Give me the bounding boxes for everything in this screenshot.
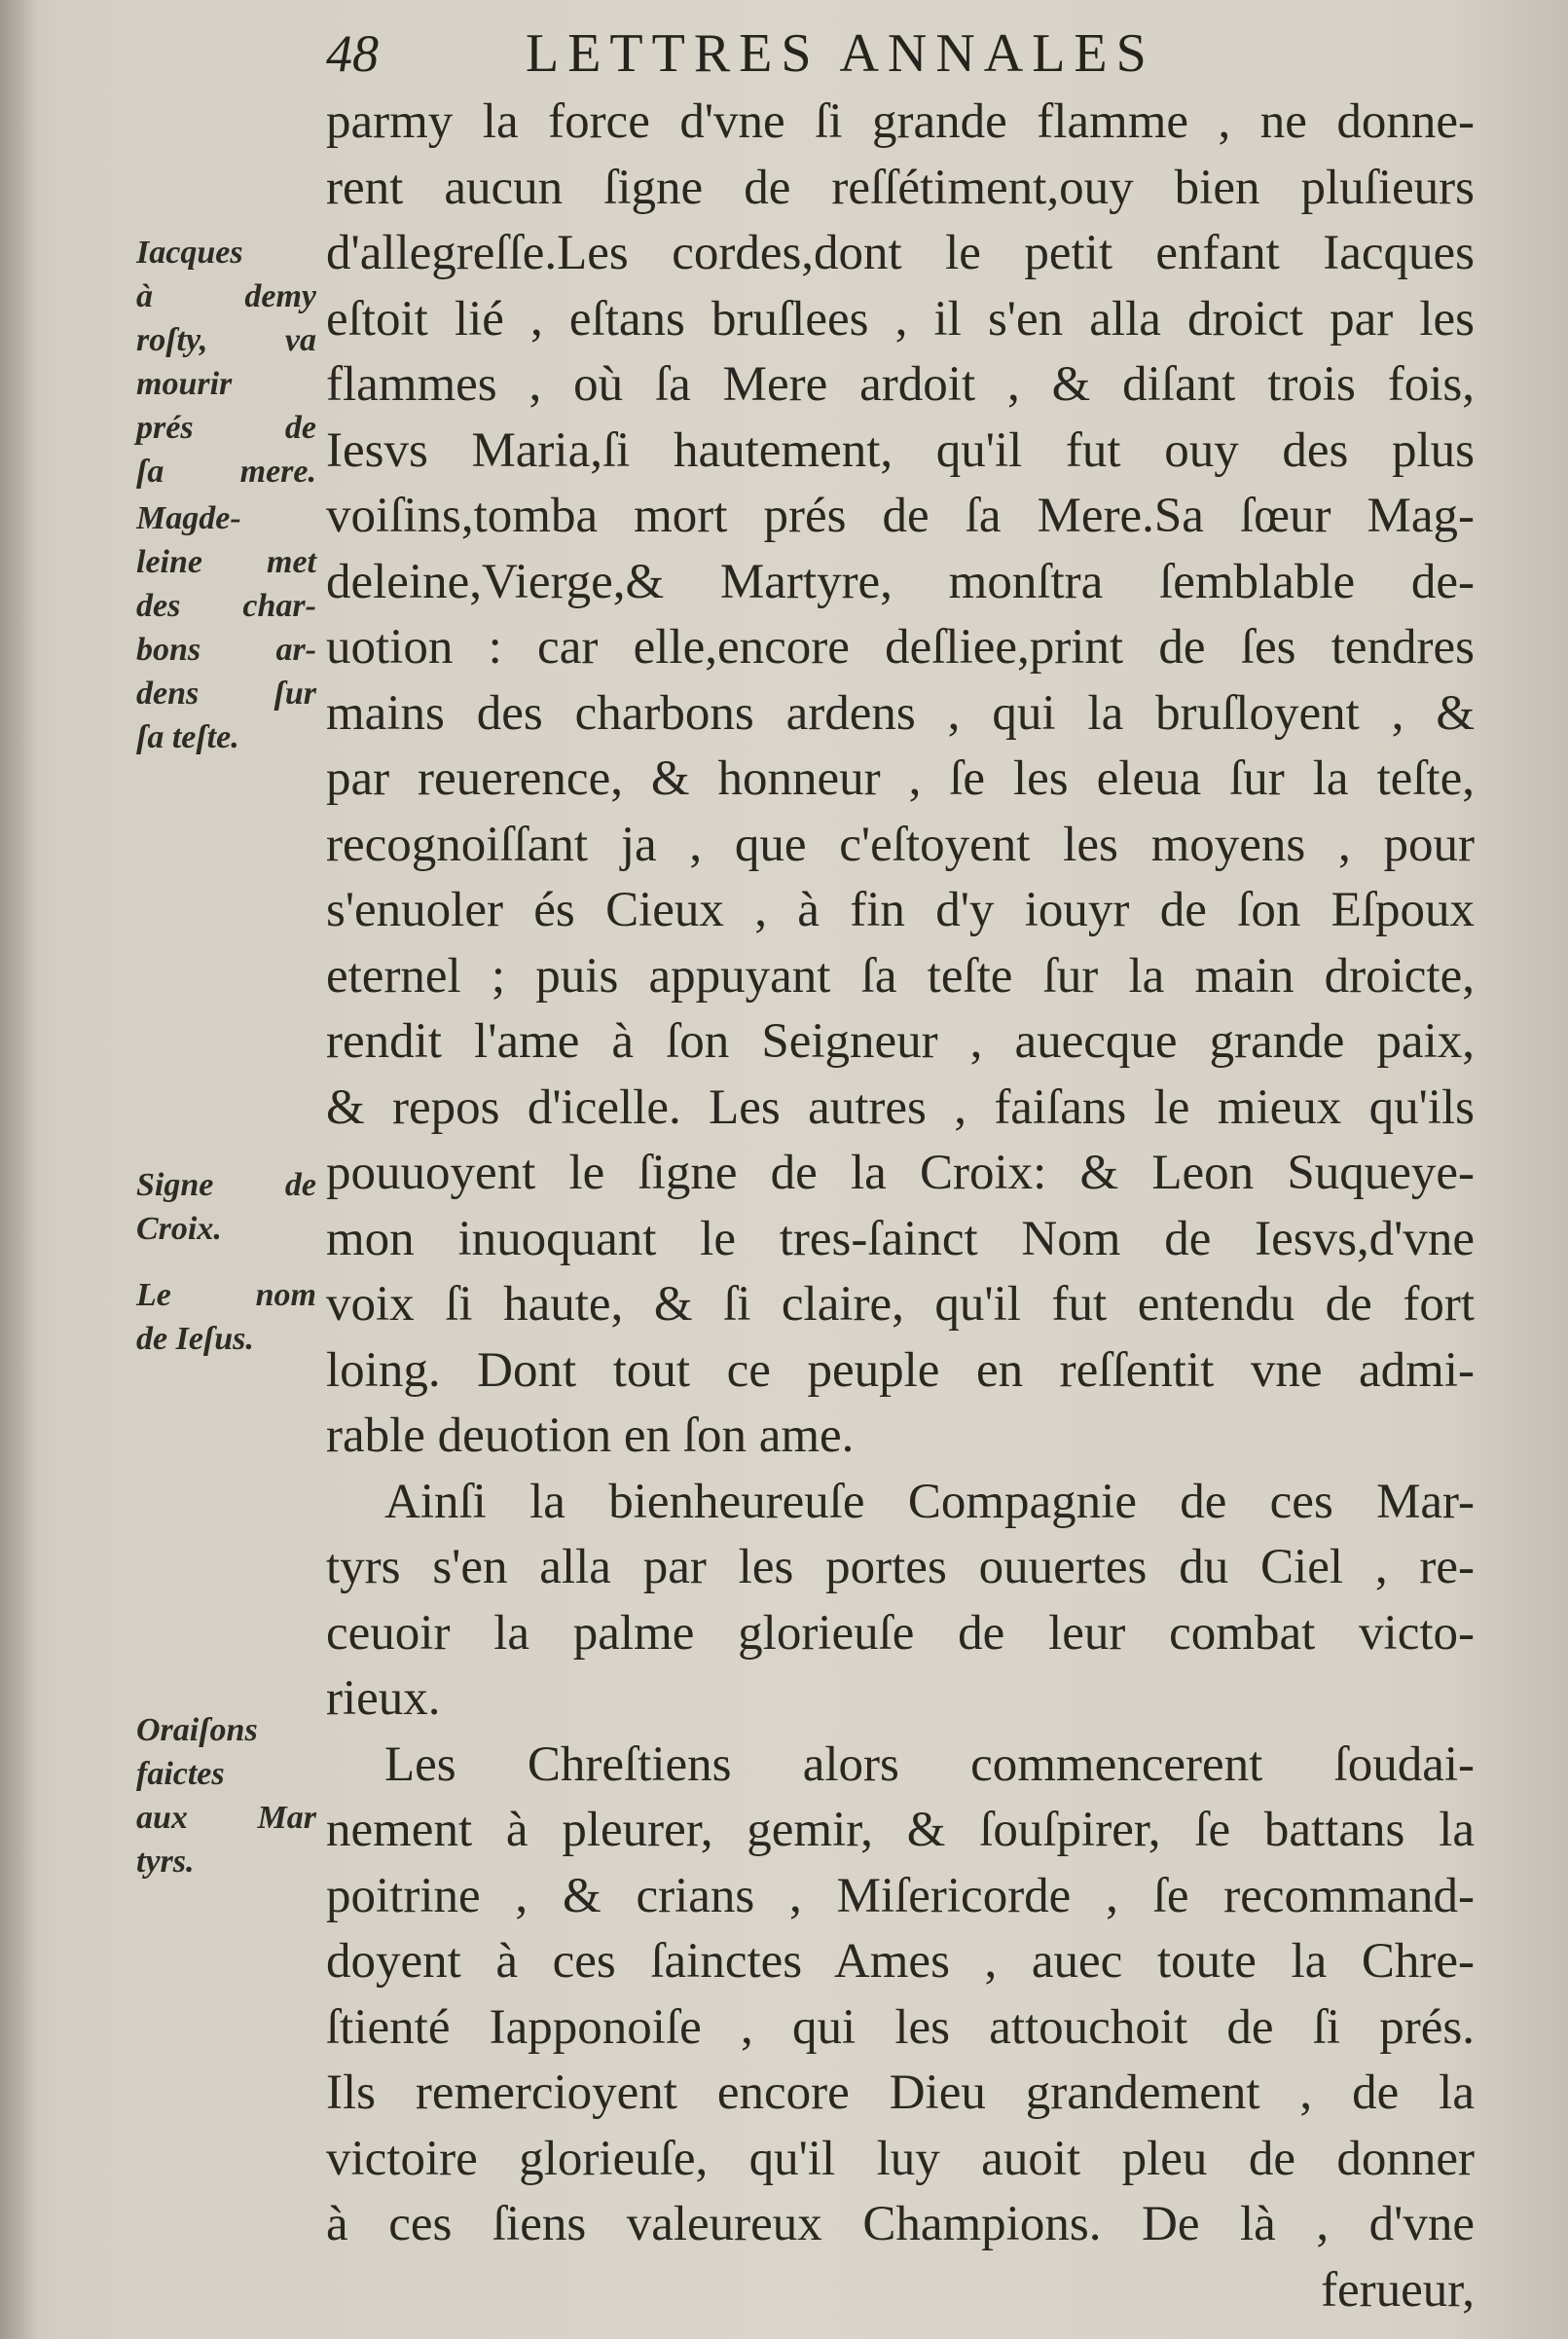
margin-note-line: ſa mere. bbox=[136, 454, 316, 490]
text-line: eternel ; puis appuyant ſa teſte ſur la main droicte, bbox=[326, 948, 1475, 1004]
margin-note-oraisons bbox=[136, 1708, 316, 1883]
text-line: pouuoyent le ſigne de la Croix: & Leon Suqueye- bbox=[326, 1146, 1475, 1200]
margin-note-line: bons ar- bbox=[136, 632, 316, 668]
text-line: d'allegreſſe.Les cordes,dont le petit enfant Iacques bbox=[326, 226, 1475, 280]
margin-note-line: dens ſur bbox=[136, 676, 316, 712]
text-line: rent aucun ſigne de reſſétiment,ouy bien pluſieurs bbox=[326, 160, 1475, 215]
margin-note-line: Signe de bbox=[136, 1167, 316, 1203]
text-line: s'enuoler és Cieux , à fin d'y iouyr de ſon Eſpoux bbox=[326, 883, 1475, 937]
margin-note-signe-de-croix bbox=[136, 1163, 316, 1251]
margin-note-line: leine met bbox=[136, 544, 316, 580]
text-line: nement à pleurer, gemir, & ſouſpirer, ſe battans la bbox=[326, 1803, 1475, 1857]
margin-note-line: ſa teſte. bbox=[136, 719, 239, 755]
text-line: voiſins,tomba mort prés de ſa Mere.Sa ſœur Mag- bbox=[326, 489, 1475, 543]
text-line: Ainſi la bienheureuſe Compagnie de ces Mar- bbox=[384, 1474, 1475, 1529]
text-line: ceuoir la palme glorieuſe de leur combat victo- bbox=[326, 1605, 1475, 1661]
running-head bbox=[326, 19, 1299, 88]
text-line: & repos d'icelle. Les autres , faiſans le mieux qu'ils bbox=[326, 1079, 1475, 1135]
margin-note-line: prés de bbox=[136, 410, 316, 446]
text-line: parmy la force d'vne ſi grande flamme , ne donne- bbox=[326, 94, 1475, 149]
text-line: mains des charbons ardens , qui la bruſloyent , & bbox=[326, 685, 1475, 741]
margin-note-line: aux Mar bbox=[136, 1800, 316, 1836]
text-line: rendit l'ame à ſon Seigneur , auecque grande paix, bbox=[326, 1014, 1475, 1069]
text-line: victoire glorieuſe, qu'il luy auoit pleu de donner bbox=[326, 2131, 1475, 2186]
text-line: ſtienté Iapponoiſe , qui les attouchoit de ſi prés. bbox=[326, 1999, 1475, 2055]
text-line: eſtoit lié , eſtans bruſlees , il s'en alla droict par les bbox=[326, 291, 1475, 347]
margin-note-nom-de-iesus bbox=[136, 1273, 316, 1361]
text-line: mon inuoquant le tres-ſainct Nom de Iesvs,d'vne bbox=[326, 1211, 1475, 1266]
text-line: rieux. bbox=[326, 1671, 441, 1726]
margin-note-magdeleine bbox=[136, 496, 316, 759]
text-line: par reuerence, & honneur , ſe les eleua ſur la teſte, bbox=[326, 751, 1475, 806]
text-line: flammes , où ſa Mere ardoit , & diſant trois fois, bbox=[326, 357, 1475, 412]
text-line: recognoiſſant ja , que c'eſtoyent les moyens , pour bbox=[326, 817, 1475, 872]
text-line: tyrs s'en alla par les portes ouuertes du Ciel , re- bbox=[326, 1540, 1475, 1594]
margin-note-iacques bbox=[136, 231, 316, 493]
text-line: voix ſi haute, & ſi claire, qu'il fut entendu de fort bbox=[326, 1277, 1475, 1332]
catchword: ferueur, bbox=[1321, 2262, 1475, 2318]
text-line: loing. Dont tout ce peuple en reſſentit vne admi- bbox=[326, 1342, 1475, 1398]
text-line: uotion : car elle,encore deſliee,print de ſes tendres bbox=[326, 620, 1475, 675]
margin-note-line: Le nom bbox=[136, 1277, 316, 1313]
margin-note-line: roſty, va bbox=[136, 322, 316, 358]
text-line: rable deuotion en ſon ame. bbox=[326, 1408, 855, 1463]
margin-note-line: des char- bbox=[136, 588, 316, 624]
margin-note-line: faictes bbox=[136, 1756, 225, 1792]
margin-note-line: Iacques bbox=[136, 235, 243, 271]
text-line: Iesvs Maria,ſi hautement, qu'il fut ouy des plus bbox=[326, 422, 1475, 478]
running-title: LETTRES ANNALES bbox=[526, 23, 1155, 84]
margin-note-line: à demy bbox=[136, 278, 316, 314]
margin-note-line: Oraiſons bbox=[136, 1712, 258, 1748]
text-line: Les Chreſtiens alors commencerent ſoudai- bbox=[384, 1736, 1475, 1792]
body-text bbox=[326, 90, 1475, 2323]
margin-note-line: Magde- bbox=[136, 500, 241, 536]
margin-note-line: mourir bbox=[136, 366, 233, 402]
margin-note-line: de Ieſus. bbox=[136, 1321, 254, 1357]
margin-note-line: tyrs. bbox=[136, 1844, 195, 1880]
text-line: poitrine , & crians , Miſericorde , ſe recommand- bbox=[326, 1868, 1475, 1923]
page-number: 48 bbox=[326, 24, 379, 83]
text-line: doyent à ces ſainctes Ames , auec toute la Chre- bbox=[326, 1934, 1475, 1989]
text-line: deleine,Vierge,& Martyre, monſtra ſemblable de- bbox=[326, 554, 1475, 609]
margin-note-line: Croix. bbox=[136, 1211, 222, 1247]
text-line: Ils remercioyent encore Dieu grandement , de la bbox=[326, 2065, 1475, 2120]
gutter-shadow bbox=[0, 0, 39, 2339]
text-line: à ces ſiens valeureux Champions. De là , d'vne bbox=[326, 2197, 1475, 2251]
